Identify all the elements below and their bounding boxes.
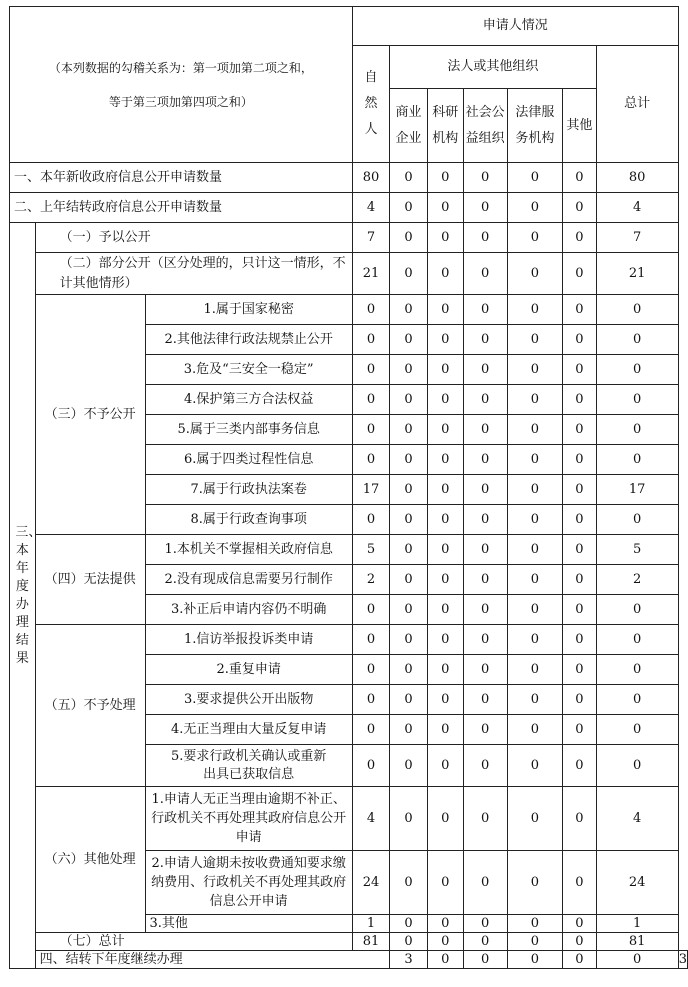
cell-total: 4 — [596, 193, 678, 223]
table-row — [10, 787, 688, 851]
cell-social-welfare: 0 — [463, 565, 507, 595]
cell-social-welfare: 0 — [463, 163, 507, 193]
gov-info-disclosure-table — [9, 6, 688, 969]
cell-other: 0 — [563, 253, 596, 295]
row-label: 1.信访举报投诉类申请 — [145, 625, 352, 655]
cell-total: 7 — [596, 223, 678, 253]
cell-natural-person: 2 — [352, 565, 389, 595]
cell-social-welfare: 0 — [507, 951, 563, 969]
cell-research: 0 — [427, 295, 463, 325]
cell-social-welfare: 0 — [463, 535, 507, 565]
cell-research: 0 — [427, 915, 463, 933]
cell-research: 0 — [427, 325, 463, 355]
cell-other: 0 — [563, 163, 596, 193]
cell-natural-person: 0 — [352, 445, 389, 475]
cell-social-welfare: 0 — [463, 355, 507, 385]
group-label: （六）其他处理 — [35, 787, 145, 933]
cell-total: 0 — [596, 355, 678, 385]
natural-person-label: 自然人 — [364, 70, 378, 137]
cell-legal-service: 0 — [507, 355, 563, 385]
cell-natural-person: 7 — [352, 223, 389, 253]
cell-legal-service: 0 — [507, 163, 563, 193]
cell-social-welfare: 0 — [463, 625, 507, 655]
table-row — [10, 193, 688, 223]
cell-legal-service: 0 — [507, 851, 563, 915]
cell-commercial: 0 — [390, 223, 428, 253]
legal-service-header — [507, 89, 563, 163]
group-label: （五）不予处理 — [35, 625, 145, 787]
research-institution-label: 科研机构 — [432, 104, 459, 146]
cell-natural-person: 21 — [352, 253, 389, 295]
cell-research: 0 — [427, 655, 463, 685]
cell-other: 0 — [563, 655, 596, 685]
cell-legal-service: 0 — [507, 595, 563, 625]
cell-total: 1 — [596, 915, 678, 933]
cell-total: 5 — [596, 535, 678, 565]
cell-commercial: 0 — [390, 325, 428, 355]
row-label: 1.属于国家秘密 — [145, 295, 352, 325]
cell-total: 3 — [678, 951, 687, 967]
cell-commercial: 0 — [390, 385, 428, 415]
cell-commercial: 0 — [390, 595, 428, 625]
research-institution-header — [427, 89, 463, 163]
cell-natural-person: 5 — [352, 535, 389, 565]
cell-research: 0 — [463, 951, 507, 969]
cell-social-welfare: 0 — [463, 933, 507, 951]
cell-commercial: 0 — [390, 415, 428, 445]
cell-natural-person: 81 — [352, 933, 389, 951]
cell-legal-service: 0 — [507, 253, 563, 295]
cell-legal-service: 0 — [507, 787, 563, 851]
row-label: 二、上年结转政府信息公开申请数量 — [10, 193, 353, 223]
cell-research: 0 — [427, 415, 463, 445]
cell-natural-person: 0 — [352, 715, 389, 745]
cell-natural-person: 0 — [352, 595, 389, 625]
cell-commercial: 0 — [390, 565, 428, 595]
cell-other: 0 — [563, 355, 596, 385]
row-label: 2.其他法律行政法规禁止公开 — [145, 325, 352, 355]
cell-social-welfare: 0 — [463, 193, 507, 223]
row-label: 4.保护第三方合法权益 — [145, 385, 352, 415]
row-label: 4.无正当理由大量反复申请 — [145, 715, 352, 745]
cell-research: 0 — [427, 851, 463, 915]
cell-other: 0 — [563, 445, 596, 475]
cell-commercial: 0 — [390, 655, 428, 685]
cell-other: 0 — [563, 715, 596, 745]
cell-natural-person: 0 — [352, 295, 389, 325]
cell-other: 0 — [563, 223, 596, 253]
cell-legal-service: 0 — [507, 715, 563, 745]
cell-other: 0 — [563, 595, 596, 625]
cell-total: 0 — [596, 655, 678, 685]
cell-total: 0 — [596, 685, 678, 715]
section-three-text: 三、本年度办理结果 — [15, 524, 42, 666]
cell-commercial: 0 — [390, 715, 428, 745]
cell-natural-person: 17 — [352, 475, 389, 505]
row-label: 2.申请人逾期未按收费通知要求缴纳费用、行政机关不再处理其政府信息公开申请 — [145, 851, 352, 915]
cell-natural-person: 3 — [390, 951, 428, 969]
cell-commercial: 0 — [390, 475, 428, 505]
cell-legal-service: 0 — [507, 415, 563, 445]
cell-research: 0 — [427, 505, 463, 535]
cell-commercial: 0 — [390, 193, 428, 223]
cell-legal-service: 0 — [507, 325, 563, 355]
cell-commercial: 0 — [390, 253, 428, 295]
group-label: （四）无法提供 — [35, 535, 145, 625]
cell-other: 0 — [563, 565, 596, 595]
row-label: （二）部分公开（区分处理的，只计这一情形，不计其他情形） — [35, 253, 352, 295]
cell-natural-person: 80 — [352, 163, 389, 193]
table-row — [10, 951, 688, 969]
cell-legal-service: 0 — [507, 385, 563, 415]
cell-social-welfare: 0 — [463, 445, 507, 475]
cell-other: 0 — [563, 625, 596, 655]
cell-other: 0 — [563, 535, 596, 565]
cell-total: 24 — [596, 851, 678, 915]
cell-other: 0 — [563, 193, 596, 223]
cell-research: 0 — [427, 385, 463, 415]
cell-natural-person: 1 — [352, 915, 389, 933]
cell-social-welfare: 0 — [463, 325, 507, 355]
cell-research: 0 — [427, 163, 463, 193]
cell-research: 0 — [427, 223, 463, 253]
cell-social-welfare: 0 — [463, 295, 507, 325]
cell-legal-service: 0 — [507, 535, 563, 565]
cell-other: 0 — [563, 685, 596, 715]
cell-research: 0 — [427, 685, 463, 715]
cell-total: 0 — [596, 445, 678, 475]
cell-legal-service: 0 — [563, 951, 596, 969]
cell-research: 0 — [427, 253, 463, 295]
cell-research: 0 — [427, 625, 463, 655]
cell-other: 0 — [563, 915, 596, 933]
social-welfare-label: 社会公益组织 — [465, 104, 505, 146]
legal-entity-header: 法人或其他组织 — [390, 46, 596, 89]
table-row — [10, 223, 688, 253]
cell-natural-person: 0 — [352, 685, 389, 715]
cell-social-welfare: 0 — [463, 385, 507, 415]
row-label: 6.属于四类过程性信息 — [145, 445, 352, 475]
cell-legal-service: 0 — [507, 475, 563, 505]
row-label: 2.重复申请 — [145, 655, 352, 685]
cell-social-welfare: 0 — [463, 851, 507, 915]
cell-legal-service: 0 — [507, 625, 563, 655]
cell-legal-service: 0 — [507, 223, 563, 253]
cell-commercial: 0 — [390, 787, 428, 851]
other-org-header: 其他 — [563, 89, 596, 163]
cell-commercial: 0 — [390, 745, 428, 787]
cell-other: 0 — [563, 295, 596, 325]
group-label: （三）不予公开 — [35, 295, 145, 535]
cell-other: 0 — [596, 951, 678, 969]
cell-total: 0 — [596, 715, 678, 745]
cell-total: 0 — [596, 325, 678, 355]
cell-social-welfare: 0 — [463, 715, 507, 745]
cell-natural-person: 0 — [352, 745, 389, 787]
table-row — [10, 933, 688, 951]
cell-total: 0 — [596, 745, 678, 787]
row-label: （一）予以公开 — [35, 223, 352, 253]
cell-social-welfare: 0 — [463, 223, 507, 253]
cell-social-welfare: 0 — [463, 915, 507, 933]
cell-research: 0 — [427, 933, 463, 951]
total-header: 总计 — [596, 46, 678, 163]
header-row — [10, 7, 688, 46]
cell-social-welfare: 0 — [463, 595, 507, 625]
cell-research: 0 — [427, 745, 463, 787]
applicant-header: 申请人情况 — [352, 7, 678, 46]
cell-natural-person: 0 — [352, 655, 389, 685]
row-label: 7.属于行政执法案卷 — [145, 475, 352, 505]
cell-total: 0 — [596, 625, 678, 655]
row-label: 3.危及“三安全一稳定” — [145, 355, 352, 385]
cell-other: 0 — [563, 851, 596, 915]
cell-other: 0 — [563, 745, 596, 787]
row-label: 一、本年新收政府信息公开申请数量 — [10, 163, 353, 193]
cell-total: 81 — [596, 933, 678, 951]
cell-social-welfare: 0 — [463, 505, 507, 535]
commercial-enterprise-label: 商业企业 — [395, 104, 422, 146]
cell-total: 2 — [596, 565, 678, 595]
cell-commercial: 0 — [390, 625, 428, 655]
cell-commercial: 0 — [390, 295, 428, 325]
header-note-line2: 等于第三项加第四项之和） — [108, 94, 253, 109]
row-label: 四、结转下年度继续办理 — [35, 951, 390, 969]
row-label: 1.本机关不掌握相关政府信息 — [145, 535, 352, 565]
cell-commercial: 0 — [390, 933, 428, 951]
cell-legal-service: 0 — [507, 655, 563, 685]
cell-legal-service: 0 — [507, 685, 563, 715]
cell-commercial: 0 — [390, 685, 428, 715]
cell-research: 0 — [427, 535, 463, 565]
header-note-line1: （本列数据的勾稽关系为：第一项加第二项之和， — [48, 60, 313, 75]
row-label: 3.补正后申请内容仍不明确 — [145, 595, 352, 625]
cell-legal-service: 0 — [507, 445, 563, 475]
cell-legal-service: 0 — [507, 295, 563, 325]
cell-total: 21 — [596, 253, 678, 295]
header-note-cell — [10, 7, 353, 163]
cell-legal-service: 0 — [507, 193, 563, 223]
cell-research: 0 — [427, 475, 463, 505]
cell-social-welfare: 0 — [463, 655, 507, 685]
cell-research: 0 — [427, 595, 463, 625]
section-three-label — [10, 223, 42, 969]
cell-total: 0 — [596, 595, 678, 625]
table-row — [10, 625, 688, 655]
cell-commercial: 0 — [390, 915, 428, 933]
table-row — [10, 163, 688, 193]
cell-other: 0 — [563, 933, 596, 951]
cell-natural-person: 4 — [352, 193, 389, 223]
cell-research: 0 — [427, 565, 463, 595]
cell-social-welfare: 0 — [463, 253, 507, 295]
cell-natural-person: 0 — [352, 385, 389, 415]
cell-commercial: 0 — [390, 445, 428, 475]
cell-total: 0 — [596, 505, 678, 535]
cell-research: 0 — [427, 355, 463, 385]
cell-natural-person: 0 — [352, 505, 389, 535]
cell-research: 0 — [427, 193, 463, 223]
cell-social-welfare: 0 — [463, 685, 507, 715]
cell-commercial: 0 — [390, 163, 428, 193]
cell-legal-service: 0 — [507, 745, 563, 787]
cell-natural-person: 0 — [352, 415, 389, 445]
cell-natural-person: 0 — [352, 625, 389, 655]
cell-other: 0 — [563, 787, 596, 851]
cell-total: 4 — [596, 787, 678, 851]
cell-other: 0 — [563, 385, 596, 415]
row-label: 3.要求提供公开出版物 — [145, 685, 352, 715]
row-label: 2.没有现成信息需要另行制作 — [145, 565, 352, 595]
cell-total: 80 — [596, 163, 678, 193]
cell-social-welfare: 0 — [463, 745, 507, 787]
row-label: （七）总计 — [35, 933, 352, 951]
cell-natural-person: 0 — [352, 355, 389, 385]
commercial-enterprise-header — [390, 89, 428, 163]
cell-research: 0 — [427, 715, 463, 745]
cell-natural-person: 24 — [352, 851, 389, 915]
cell-social-welfare: 0 — [463, 475, 507, 505]
cell-commercial: 0 — [390, 505, 428, 535]
cell-other: 0 — [563, 325, 596, 355]
cell-natural-person: 0 — [352, 325, 389, 355]
cell-total: 0 — [596, 415, 678, 445]
cell-research: 0 — [427, 787, 463, 851]
cell-research: 0 — [427, 445, 463, 475]
cell-other: 0 — [563, 475, 596, 505]
cell-total: 0 — [596, 295, 678, 325]
table-row — [10, 253, 688, 295]
cell-legal-service: 0 — [507, 933, 563, 951]
natural-person-header — [352, 46, 389, 163]
cell-legal-service: 0 — [507, 565, 563, 595]
cell-natural-person: 4 — [352, 787, 389, 851]
cell-commercial: 0 — [427, 951, 463, 969]
cell-commercial: 0 — [390, 355, 428, 385]
cell-legal-service: 0 — [507, 505, 563, 535]
social-welfare-header — [463, 89, 507, 163]
row-label: 5.要求行政机关确认或重新出具已获取信息 — [145, 745, 352, 787]
row-label: 3.其他 — [145, 915, 352, 933]
row-label: 1.申请人无正当理由逾期不补正、行政机关不再处理其政府信息公开申请 — [145, 787, 352, 851]
cell-total: 0 — [596, 385, 678, 415]
row-label: 5.属于三类内部事务信息 — [145, 415, 352, 445]
table-row — [10, 535, 688, 565]
cell-commercial: 0 — [390, 535, 428, 565]
legal-service-label: 法律服务机构 — [515, 104, 555, 146]
cell-total: 17 — [596, 475, 678, 505]
table-row — [10, 295, 688, 325]
row-label: 8.属于行政查询事项 — [145, 505, 352, 535]
cell-social-welfare: 0 — [463, 415, 507, 445]
cell-legal-service: 0 — [507, 915, 563, 933]
cell-other: 0 — [563, 505, 596, 535]
cell-other: 0 — [563, 415, 596, 445]
cell-commercial: 0 — [390, 851, 428, 915]
cell-social-welfare: 0 — [463, 787, 507, 851]
report-table-wrapper — [9, 6, 688, 969]
